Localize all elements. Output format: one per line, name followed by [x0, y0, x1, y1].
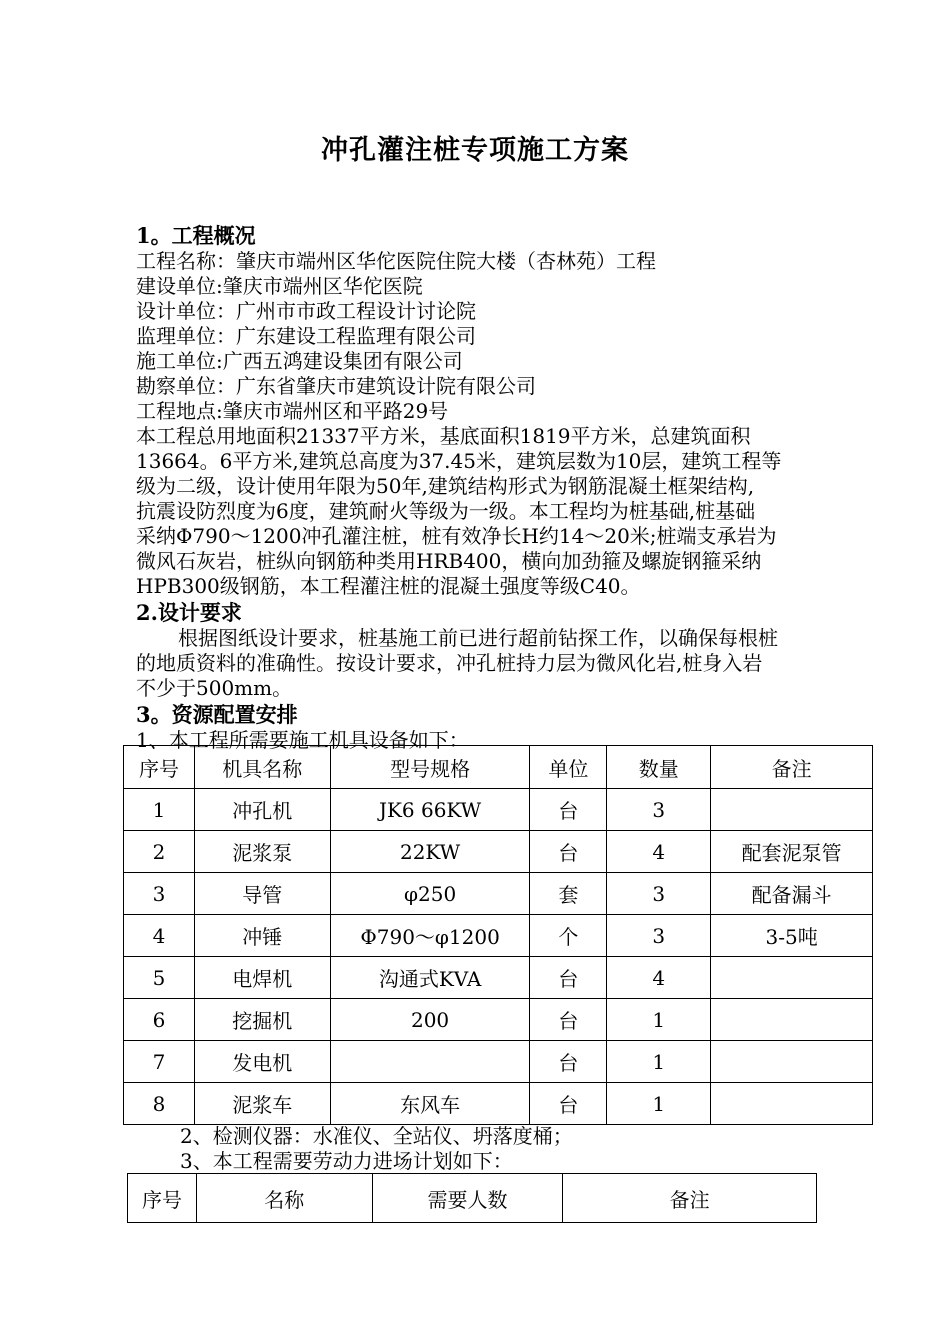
table-cell: 4	[607, 957, 711, 999]
table-cell: 台	[530, 789, 607, 831]
table-cell: 3	[607, 915, 711, 957]
design-paragraph-line: 的地质资料的准确性。按设计要求，冲孔桩持力层为微风化岩,桩身入岩	[136, 651, 763, 675]
table-row	[124, 999, 873, 1041]
table-cell: 台	[530, 1041, 607, 1083]
table-row	[124, 1041, 873, 1083]
table-cell: 发电机	[194, 1041, 330, 1083]
labor-table	[127, 1173, 817, 1223]
table-cell: 6	[124, 999, 195, 1041]
header-cell: 序号	[128, 1174, 197, 1223]
table-cell: 泥浆泵	[194, 831, 330, 873]
section1-heading: 1。工程概况	[136, 223, 256, 248]
overview-paragraph-line: HPB300级钢筋，本工程灌注桩的混凝土强度等级C40。	[136, 574, 641, 598]
document-title: 冲孔灌注桩专项施工方案	[321, 135, 629, 166]
table-cell: 电焊机	[194, 957, 330, 999]
table-cell: 3-5吨	[711, 915, 873, 957]
table-cell	[711, 1083, 873, 1125]
table-cell: Φ790～φ1200	[330, 915, 530, 957]
design-paragraph-line: 根据图纸设计要求，桩基施工前已进行超前钻探工作，以确保每根桩	[178, 626, 778, 650]
table-cell: JK6 66KW	[330, 789, 530, 831]
table-cell: 8	[124, 1083, 195, 1125]
project-info-line: 工程地点:肇庆市端州区和平路29号	[136, 399, 449, 423]
project-info-line: 设计单位：广州市市政工程设计讨论院	[136, 299, 476, 323]
project-info-line: 监理单位：广东建设工程监理有限公司	[136, 324, 476, 348]
table-cell	[711, 789, 873, 831]
equipment-table	[123, 745, 873, 1125]
table-cell: 冲孔机	[194, 789, 330, 831]
table-cell: φ250	[330, 873, 530, 915]
header-cell: 备注	[711, 746, 873, 789]
table-cell: 台	[530, 957, 607, 999]
table-cell: 配备漏斗	[711, 873, 873, 915]
table-row	[124, 789, 873, 831]
table-cell: 个	[530, 915, 607, 957]
table-cell: 挖掘机	[194, 999, 330, 1041]
table-cell: 东风车	[330, 1083, 530, 1125]
overview-paragraph-line: 级为二级，设计使用年限为50年,建筑结构形式为钢筋混凝土框架结构,	[136, 474, 755, 498]
overview-paragraph-line: 采纳Φ790～1200冲孔灌注桩，桩有效净长H约14～20米;桩端支承岩为	[136, 524, 777, 548]
table-row	[124, 1083, 873, 1125]
table-cell: 冲锤	[194, 915, 330, 957]
table-cell	[330, 1041, 530, 1083]
table-header-row	[124, 746, 873, 789]
table-cell: 3	[124, 873, 195, 915]
table-cell: 台	[530, 999, 607, 1041]
table-cell: 1	[124, 789, 195, 831]
table-cell: 套	[530, 873, 607, 915]
equipment-intro: 1、本工程所需要施工机具设备如下：	[136, 728, 469, 752]
table-row	[124, 915, 873, 957]
table-cell: 22KW	[330, 831, 530, 873]
table-cell: 泥浆车	[194, 1083, 330, 1125]
table-cell: 导管	[194, 873, 330, 915]
labor-intro: 3、本工程需要劳动力进场计划如下：	[180, 1149, 513, 1173]
header-cell: 序号	[124, 746, 195, 789]
table-row	[124, 831, 873, 873]
header-cell: 名称	[196, 1174, 372, 1223]
overview-paragraph-line: 13664。6平方米,建筑总高度为37.45米，建筑层数为10层，建筑工程等	[136, 449, 782, 473]
table-header-row	[128, 1174, 817, 1223]
table-cell: 3	[607, 789, 711, 831]
header-cell: 数量	[607, 746, 711, 789]
table-cell: 4	[607, 831, 711, 873]
project-info-line: 工程名称：肇庆市端州区华佗医院住院大楼（杏林苑）工程	[136, 249, 656, 273]
table-cell: 1	[607, 1083, 711, 1125]
table-cell: 2	[124, 831, 195, 873]
table-cell: 台	[530, 831, 607, 873]
table-cell: 4	[124, 915, 195, 957]
section3-heading: 3。资源配置安排	[136, 702, 298, 727]
section2-heading: 2.设计要求	[136, 600, 242, 625]
table-cell: 1	[607, 1041, 711, 1083]
table-row	[124, 873, 873, 915]
project-info-line: 勘察单位：广东省肇庆市建筑设计院有限公司	[136, 374, 536, 398]
table-cell: 沟通式KVA	[330, 957, 530, 999]
project-info-line: 施工单位:广西五鸿建设集团有限公司	[136, 349, 463, 373]
table-cell: 台	[530, 1083, 607, 1125]
table-cell	[711, 957, 873, 999]
table-row	[124, 957, 873, 999]
document-body	[136, 222, 856, 753]
project-info-line: 建设单位:肇庆市端州区华佗医院	[136, 274, 423, 298]
header-cell: 需要人数	[372, 1174, 563, 1223]
instruments-line: 2、检测仪器：水准仪、全站仪、坍落度桶；	[180, 1124, 573, 1148]
table-cell: 200	[330, 999, 530, 1041]
table-cell: 1	[607, 999, 711, 1041]
table-cell: 7	[124, 1041, 195, 1083]
table-cell	[711, 1041, 873, 1083]
table-cell: 配套泥泵管	[711, 831, 873, 873]
header-cell: 备注	[563, 1174, 817, 1223]
table-cell: 3	[607, 873, 711, 915]
design-paragraph-line: 不少于500mm。	[136, 676, 293, 700]
overview-paragraph-line: 抗震设防烈度为6度，建筑耐火等级为一级。本工程均为桩基础,桩基础	[136, 499, 756, 523]
header-cell: 单位	[530, 746, 607, 789]
overview-paragraph-line: 本工程总用地面积21337平方米，基底面积1819平方米，总建筑面积	[136, 424, 751, 448]
overview-paragraph-line: 微风石灰岩，桩纵向钢筋种类用HRB400，横向加劲箍及螺旋钢箍采纳	[136, 549, 762, 573]
header-cell: 机具名称	[194, 746, 330, 789]
table-cell	[711, 999, 873, 1041]
header-cell: 型号规格	[330, 746, 530, 789]
table-cell: 5	[124, 957, 195, 999]
